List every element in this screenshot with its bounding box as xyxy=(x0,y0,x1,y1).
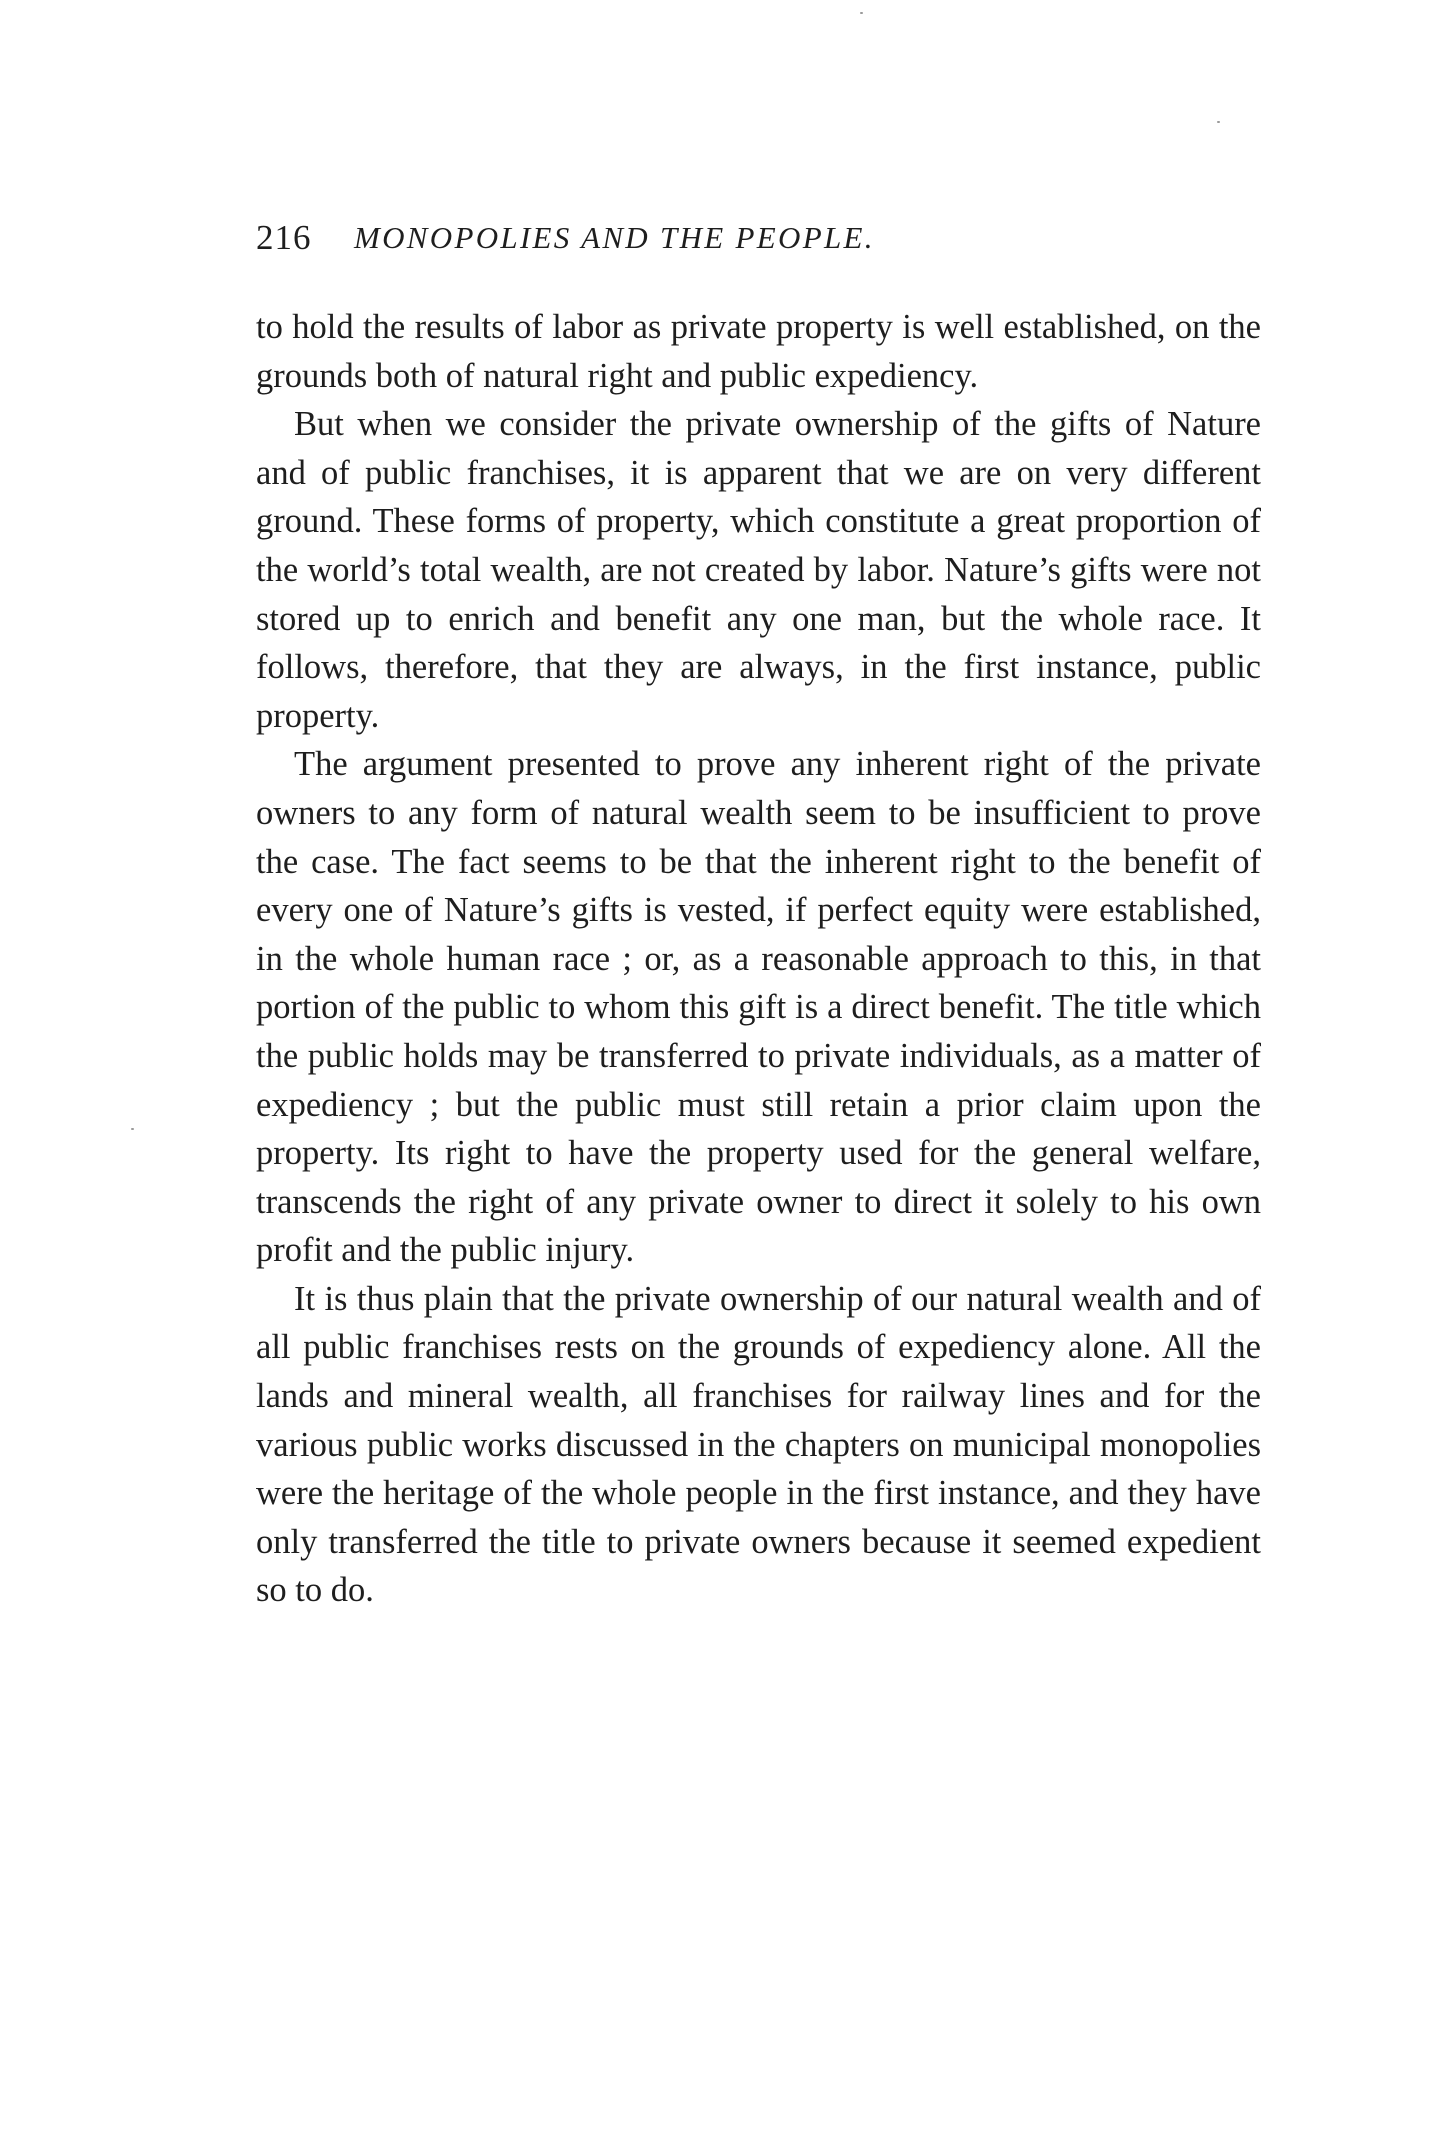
running-head-title: MONOPOLIES AND THE PEOPLE. xyxy=(354,220,875,255)
page-number: 216 xyxy=(256,218,312,257)
body-text xyxy=(256,303,1261,1615)
paragraph: But when we consider the private ownership of the gifts of Nature and of public franchises, it is apparent that we are on very different ground. These forms of property, which constitute a great proportion of the world’s total wealth, are not created by labor. Nature’s gifts were not stored up to enrich and benefit any one man, but the whole race. It follows, therefore, that they are always, in the first instance, public property. xyxy=(256,405,1261,735)
paragraph: The argument presented to prove any inherent right of the private owners to any form of natural wealth seem to be insufficient to prove the case. The fact seems to be that the inherent right to the benefit of every one of Nature’s gifts is vested, if perfect equity were established, in the whole human race ; or, as a reasonable approach to this, in that portion of the public to whom this gift is a direct benefit. The title which the public holds may be transferred to private individuals, as a matter of expediency ; but the public must still retain a prior claim upon the property. Its right to have the property used for the general welfare, transcends the right of any private owner to direct it solely to his own profit and the public injury. xyxy=(256,745,1261,1270)
paper-speck xyxy=(860,12,863,14)
paper-speck xyxy=(1217,121,1220,123)
page-header xyxy=(256,213,1256,263)
paragraph-continued: to hold the results of labor as private property is well established, on the grounds both of natural right and public expediency. xyxy=(256,308,1261,395)
paper-speck xyxy=(131,1128,134,1130)
paragraph: It is thus plain that the private ownership of our natural wealth and of all public franchises rests on the grounds of expediency alone. All the lands and mineral wealth, all franchises for railway lines and for the various public works discussed in the chapters on municipal monopolies were the heritage of the whole people in the first instance, and they have only transferred the title to private owners because it seemed expedient so to do. xyxy=(256,1279,1261,1610)
